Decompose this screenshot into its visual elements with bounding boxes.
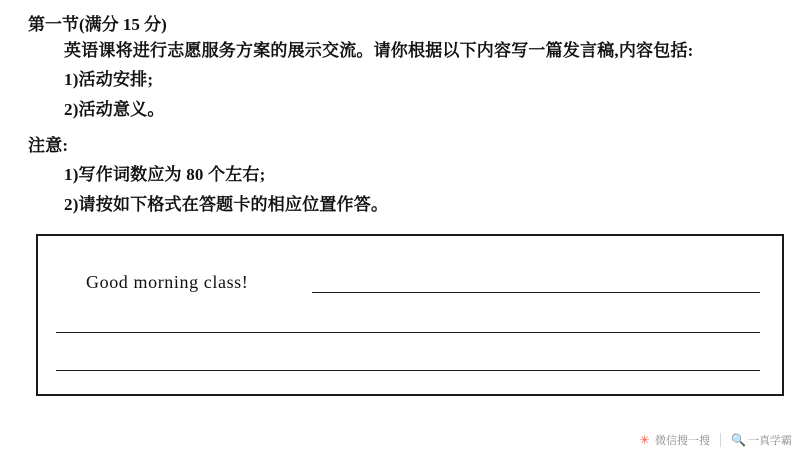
notice-label: 注意:: [28, 136, 69, 156]
watermark-divider: [720, 433, 721, 447]
section-title: 第一节(满分 15 分): [28, 15, 167, 34]
notice-item-2: 2)请按如下格式在答题卡的相应位置作答。: [64, 194, 389, 214]
magnifier-icon: 🔍: [731, 432, 746, 447]
answer-line-2: [56, 332, 760, 333]
answer-line-3: [56, 370, 760, 371]
notice-item-1: 1)写作词数应为 80 个左右;: [64, 165, 266, 185]
requirement-item-2: 2)活动意义。: [64, 99, 165, 119]
watermark: [638, 432, 792, 448]
watermark-item-wechat-search: [638, 432, 710, 448]
answer-greeting-text: Good morning class!: [86, 272, 249, 293]
writing-prompt: 英语课将进行志愿服务方案的展示交流。请你根据以下内容写一篇发言稿,内容包括:: [64, 41, 694, 60]
star-icon: ✳: [639, 432, 650, 447]
answer-line-1: [312, 292, 760, 293]
answer-box[interactable]: [36, 234, 784, 396]
requirement-item-1: 1)活动安排;: [64, 70, 154, 90]
watermark-label-1: 微信搜一搜: [655, 435, 710, 447]
watermark-label-2: 一真学霸: [748, 435, 792, 447]
watermark-item-account: [731, 432, 792, 448]
